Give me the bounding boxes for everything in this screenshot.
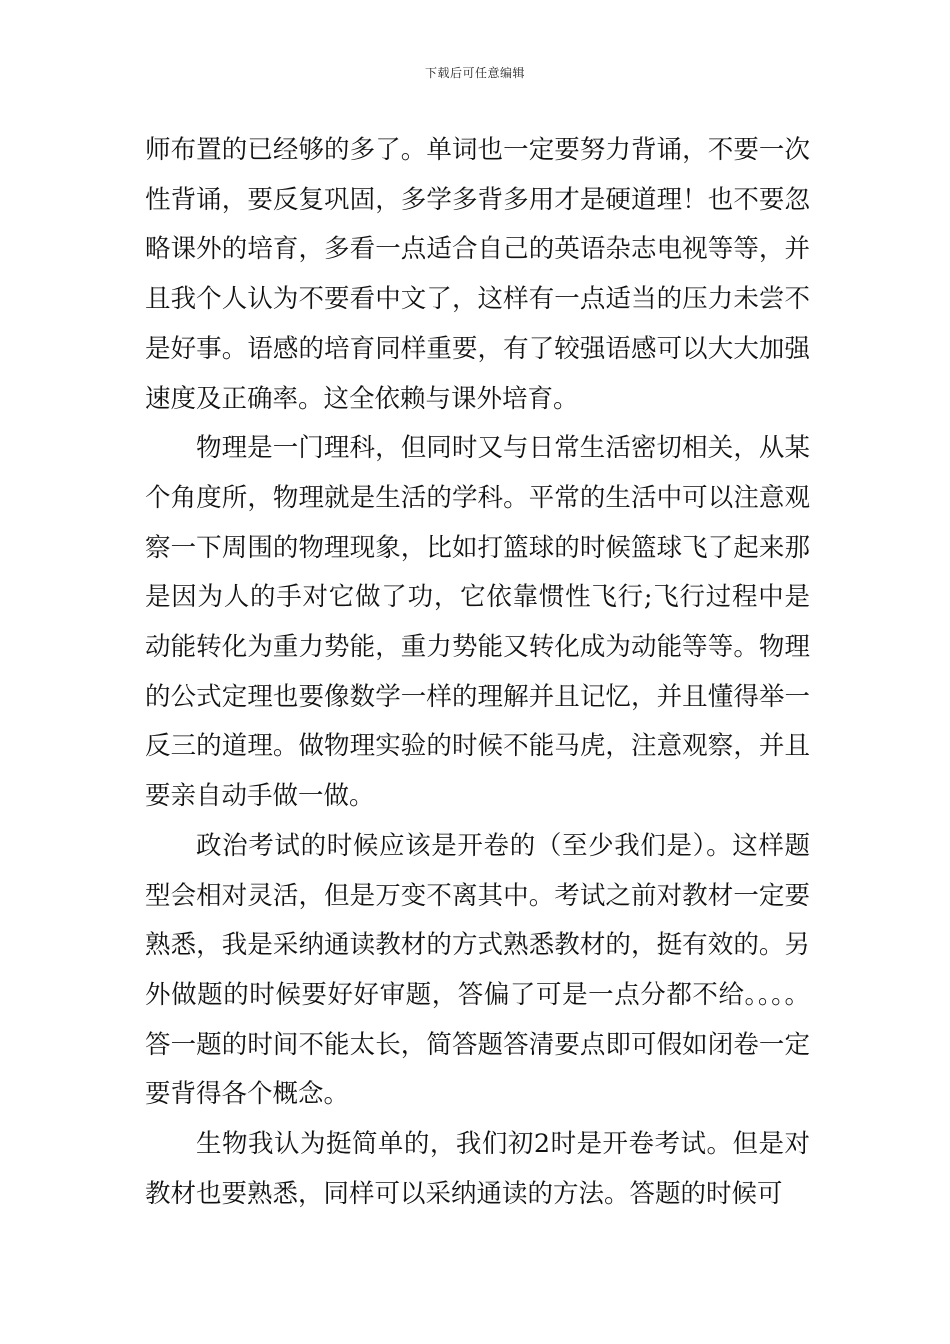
page-header: 下载后可任意编辑 (424, 66, 525, 80)
paragraph-physics: 物理是一门理科，但同时又与日常生活密切相关，从某个角度所，物理就是生活的学科。平常的生活中可以注意观察一下周围的物理现象，比如打篮球的时候篮球飞了起来那是因为人的手对它做了功，它依靠惯性飞行;飞行过程中是动能转化为重力势能，重力势能又转化成为动能等等。物理的公式定理也要像数学一样的理解并且记忆，并且懂得举一反三的道理。做物理实验的时候不能马虎，注意观察，并且要亲自动手做一做。 (145, 433, 810, 812)
document-body (145, 126, 810, 1219)
paragraph-biology: 生物我认为挺简单的，我们初2时是开卷考试。但是对教材也要熟悉，同样可以采纳通读的方法。答题的时候可 (145, 1129, 810, 1209)
paragraph-english-study: 师布置的已经够的多了。单词也一定要努力背诵，不要一次性背诵，要反复巩固，多学多背多用才是硬道理！也不要忽略课外的培育，多看一点适合自己的英语杂志电视等等，并且我个人认为不要看中文了，这样有一点适当的压力未尝不是好事。语感的培育同样重要，有了较强语感可以大大加强速度及正确率。这全依赖与课外培育。 (145, 135, 810, 414)
paragraph-politics: 政治考试的时候应该是开卷的（至少我们是）。这样题型会相对灵活，但是万变不离其中。考试之前对教材一定要熟悉，我是采纳通读教材的方式熟悉教材的，挺有效的。另外做题的时候要好好审题，答偏了可是一点分都不给。。。。答一题的时间不能太长，简答题答清要点即可假如闭卷一定要背得各个概念。 (145, 830, 810, 1110)
